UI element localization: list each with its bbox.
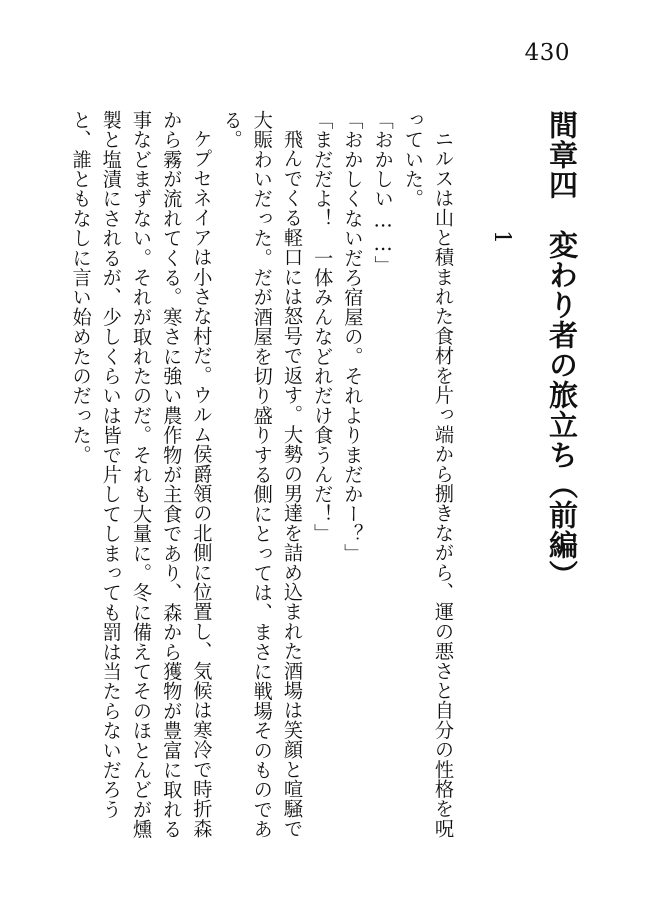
dialogue-line: 「おかしい……」 [371,110,395,276]
page-body [65,110,586,855]
section-number: 1 [489,230,514,244]
page-number: 430 [524,40,570,66]
dialogue-line: 「おかしくないだろ宿屋の。それよりまだかー？」 [341,110,365,564]
dialogue-line: 「まだだよ！ 一体みんなどれだけ食うんだ！」 [311,110,335,544]
chapter-title: 間章四 変わり者の旅立ち（前編） [545,110,579,590]
body-paragraph: 飛んでくる軽口には怒号で返す。大勢の男達を詰め込まれた酒場は笑顔と喧騒で大賑わいだった。だが酒屋を切り盛りする側にとっては、まさに戦場そのものである。 [220,110,304,839]
body-paragraph: ニルスは山と積まれた食材を片っ端から捌きながら、運の悪さと自分の性格を呪っていた。 [401,110,455,839]
body-paragraph: ケプセネイアは小さな村だ。ウルム侯爵領の北側に位置し、気候は寒冷で時折森から霧が流れてくる。寒さに強い農作物が主食であり、森から獲物が豊富に取れる事などまずない。それが取れたのだ。それも大量に。冬に備えてそのほとんどが燻製と塩漬にされるが、少しくらいは皆で片してしまっても罰は当たらないだろうと、誰ともなしに言い始めたのだった。 [69,110,214,839]
